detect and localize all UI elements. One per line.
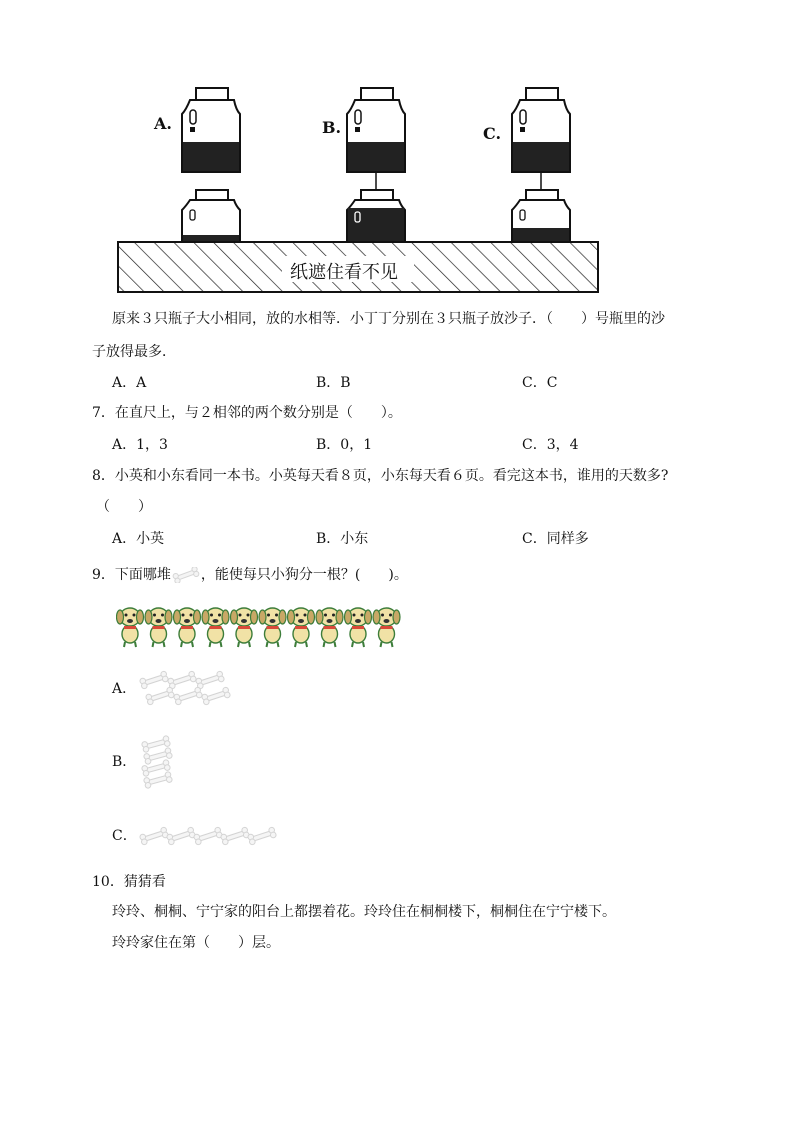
dog-icon (117, 608, 144, 647)
jar-b-bottom (347, 190, 405, 242)
q6-option-b[interactable]: B．B (316, 375, 351, 391)
bone-icon (201, 687, 231, 706)
q7-option-a[interactable]: A．1，3 (112, 437, 168, 453)
q9-option-b-bones[interactable] (134, 734, 204, 790)
bone-icon (139, 671, 169, 690)
q9-option-c-label[interactable]: C． (112, 828, 137, 844)
q9-option-b-label[interactable]: B． (112, 754, 137, 770)
q8-option-a[interactable]: A．小英 (112, 531, 165, 547)
dog-row (116, 602, 406, 648)
q7-stem: 7．在直尺上，与２相邻的两个数分别是（ ）。 (92, 405, 402, 421)
q9-stem (92, 565, 408, 585)
bone-icon (166, 827, 196, 846)
bone-icon (139, 827, 169, 846)
bone-icon (220, 827, 250, 846)
dog-icon (288, 608, 315, 647)
bone-icon (247, 827, 277, 846)
dog-icon (373, 608, 400, 647)
q8-option-c[interactable]: C．同样多 (522, 531, 589, 547)
paper-cover-text: 纸遮住看不见 (290, 262, 398, 283)
bone-icon-inline (171, 567, 201, 583)
dog-icon (202, 608, 229, 647)
dog-icon (345, 608, 372, 647)
dog-icon (145, 608, 172, 647)
jar-label-c: C. (483, 124, 502, 143)
q9-stem-part2: ，能使每只小狗分一根？( )。 (200, 567, 408, 583)
q10-line2: 玲玲家住在第（ ）层。 (112, 935, 280, 951)
jar-c-bottom (512, 190, 570, 242)
q7-option-b[interactable]: B．0，1 (316, 437, 373, 453)
q8-stem-line2: （ ） (96, 499, 152, 515)
q8-option-b[interactable]: B．小东 (316, 531, 369, 547)
dog-icon (231, 608, 258, 647)
q10-title: 10．猜猜看 (92, 874, 166, 890)
bone-icon (173, 687, 203, 706)
jar-a-bottom (182, 190, 240, 242)
jar-a-top (182, 88, 240, 172)
q9-option-a-label[interactable]: A． (112, 681, 137, 697)
jars-figure (110, 80, 610, 295)
q9-option-a-bones[interactable] (138, 666, 238, 712)
q7-option-c[interactable]: C．3，4 (522, 437, 579, 453)
jar-label-a: A. (154, 114, 172, 133)
q8-stem-line1: 8．小英和小东看同一本书。小英每天看８页，小东每天看６页。看完这本书，谁用的天数多? (92, 468, 669, 484)
bone-icon (193, 827, 223, 846)
q6-option-a[interactable]: A．A (112, 375, 147, 391)
q9-option-c-bones[interactable] (136, 816, 286, 854)
jar-b-top (347, 88, 405, 190)
dog-icon (316, 608, 343, 647)
jar-c-top (512, 88, 570, 190)
dog-icon (259, 608, 286, 647)
q6-option-c[interactable]: C．C (522, 375, 558, 391)
q10-line1: 玲玲、桐桐、宁宁家的阳台上都摆着花。玲玲住在桐桐楼下，桐桐住在宁宁楼下。 (112, 904, 616, 920)
q6-stem-line2: 子放得最多． (92, 344, 176, 360)
bone-icon (145, 687, 175, 706)
bone-icon (167, 671, 197, 690)
q9-stem-part1: 9．下面哪堆 (92, 567, 171, 583)
bone-icon (195, 671, 225, 690)
jar-label-b: B. (322, 118, 342, 137)
q6-stem-line1: 原来３只瓶子大小相同，放的水相等．小丁丁分别在３只瓶子放沙子．（ ）号瓶里的沙 (112, 311, 665, 327)
dog-icon (174, 608, 201, 647)
